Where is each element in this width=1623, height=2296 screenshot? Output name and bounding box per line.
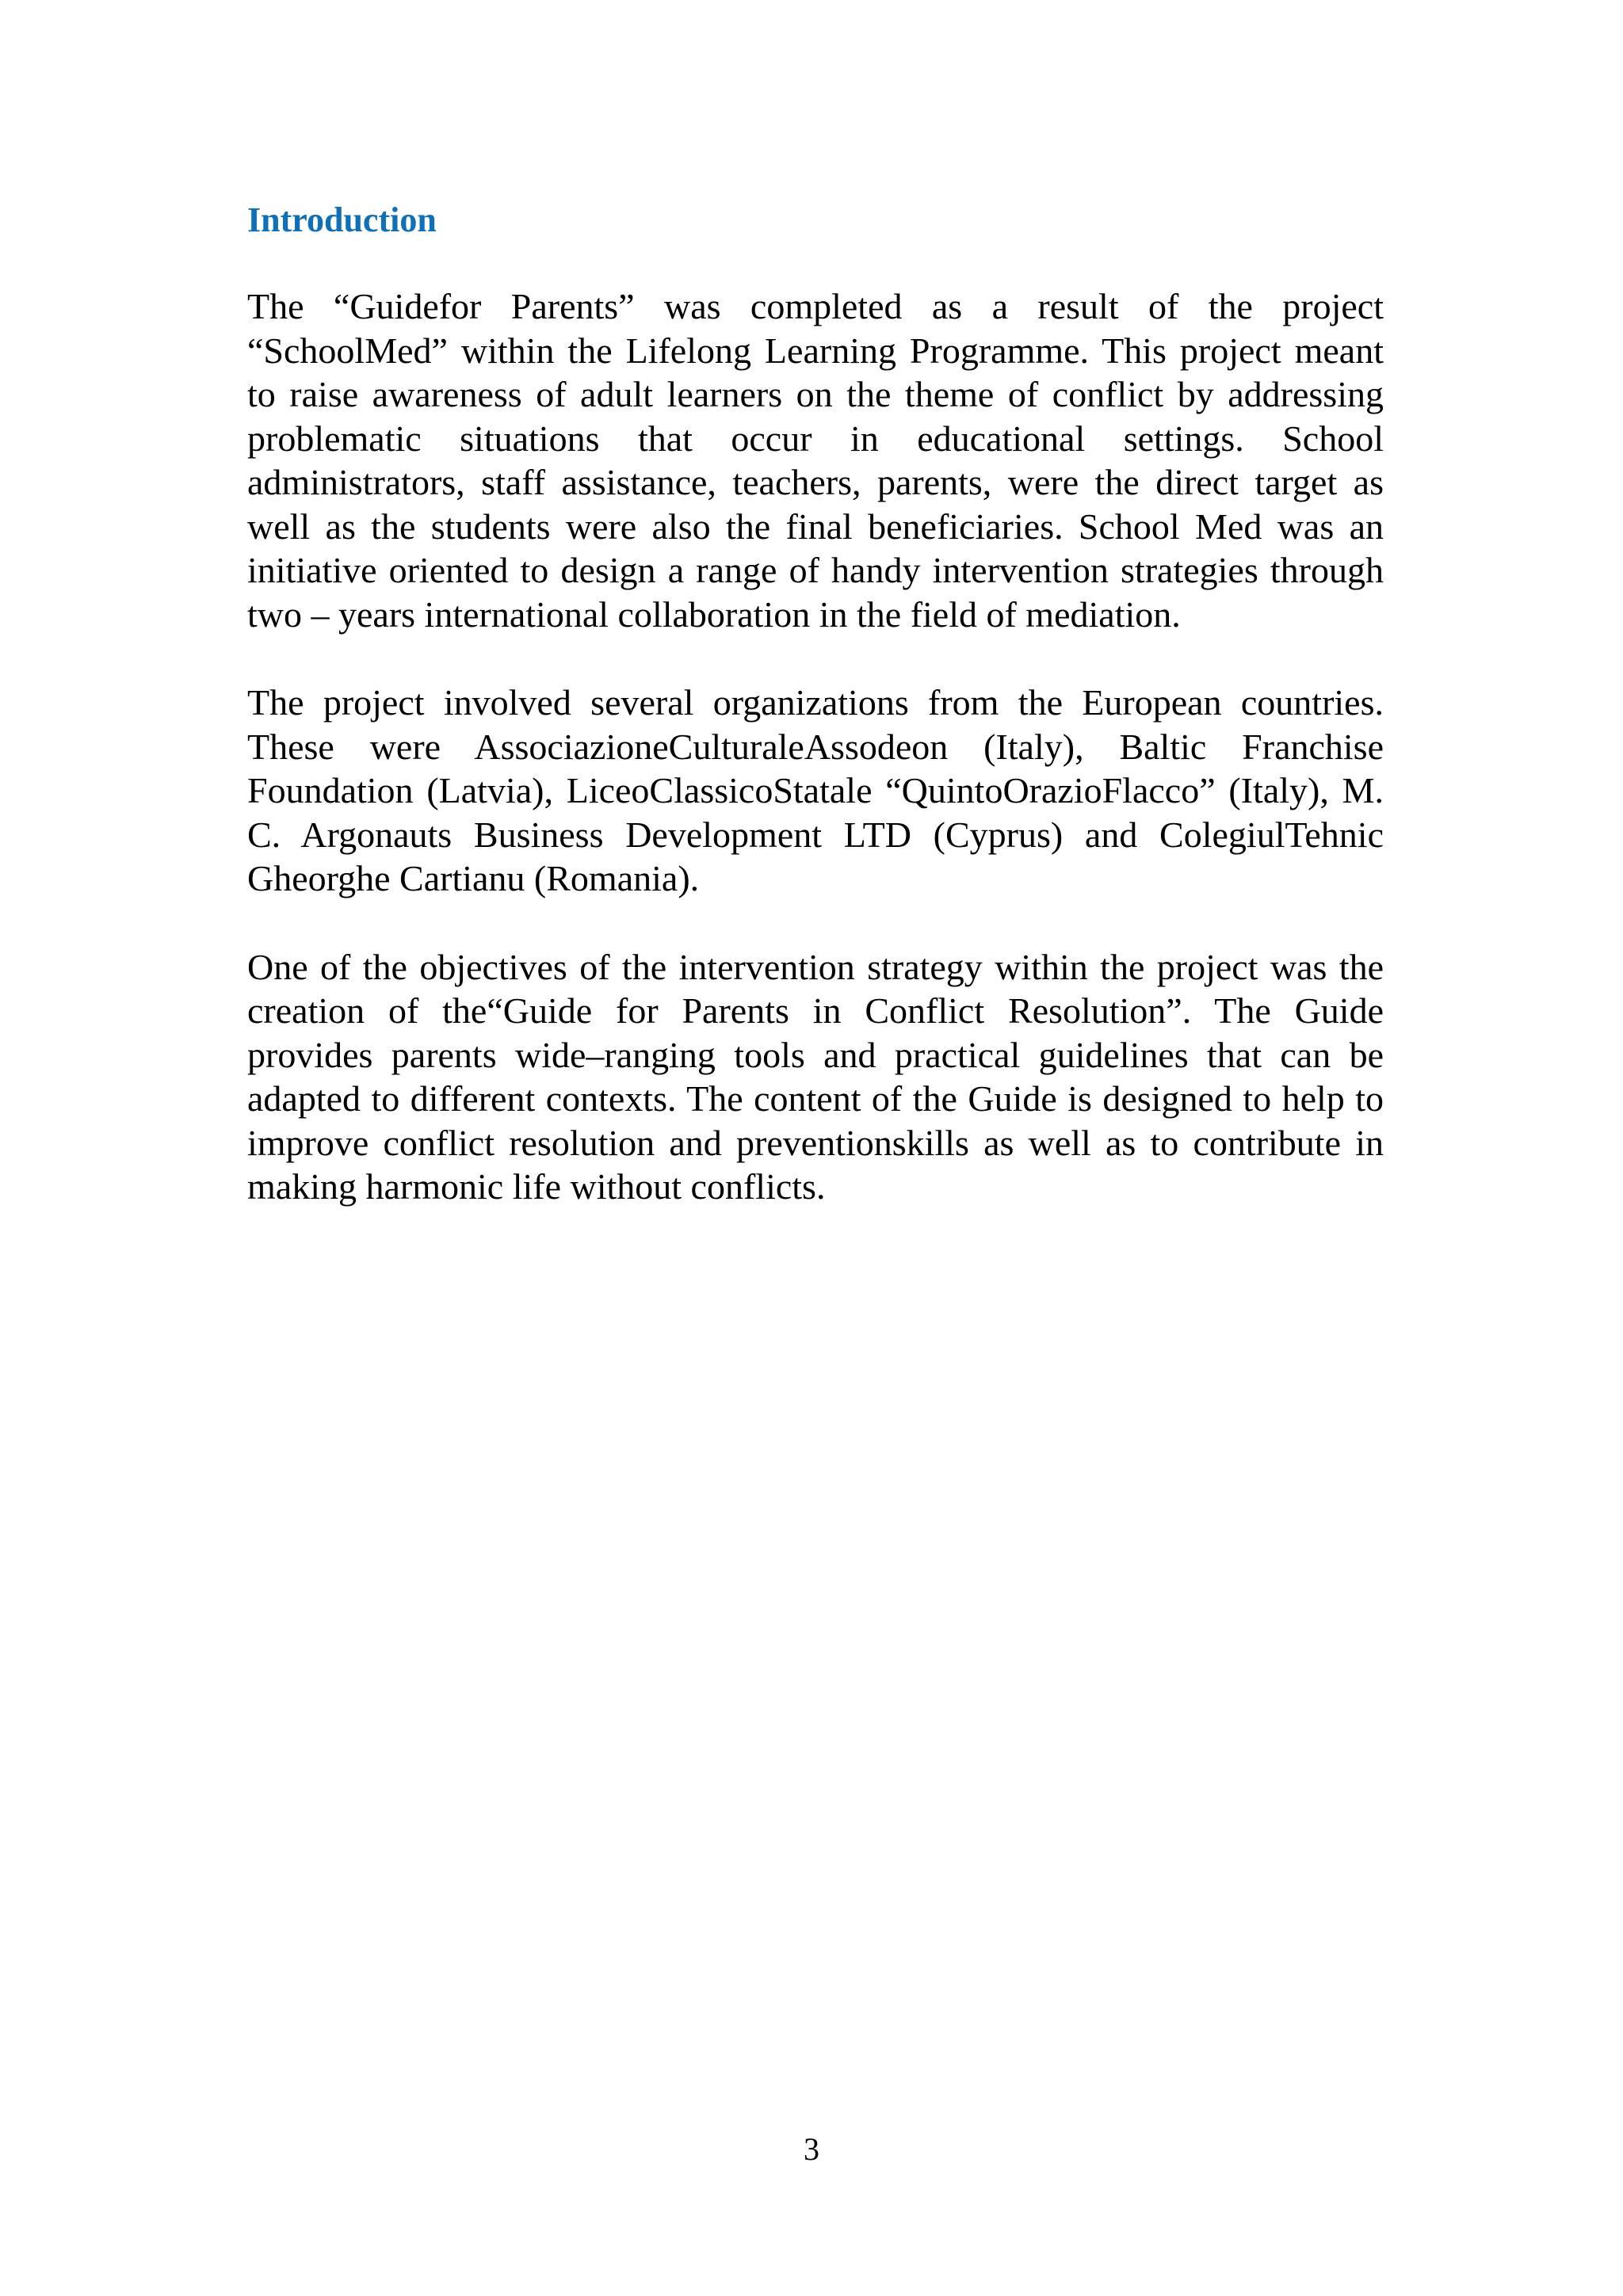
page-number: 3 (804, 2131, 819, 2167)
page-content (247, 196, 1384, 1209)
section-heading: Introduction (247, 200, 437, 239)
intro-paragraph-2: The project involved several organizations from the European countries. These were AssociazioneCulturaleAssodeon (Italy), Baltic Franchise Foundation (Latvia), LiceoClassicoStatale “QuintoOrazioFlacco” (Italy), M. C. Argonauts Business Development LTD (Cyprus) and ColegiulTehnic Gheorghe Cartianu (Romania). (247, 682, 1384, 898)
intro-paragraph-1: The “Guidefor Parents” was completed as a result of the project “SchoolMed” within the Lifelong Learning Programme. This project meant to raise awareness of adult learners on the theme of conflict by addressing problematic situations that occur in educational settings. School administrators, staff assistance, teachers, parents, were the direct target as well as the students were also the final beneficiaries. School Med was an initiative oriented to design a range of handy intervention strategies through two – years international collaboration in the field of mediation. (247, 286, 1384, 635)
intro-paragraph-3: One of the objectives of the intervention strategy within the project was the creation of the“Guide for Parents in Conflict Resolution”. The Guide provides parents wide–ranging tools and practical guidelines that can be adapted to different contexts. The content of the Guide is designed to help to improve conflict resolution and preventionskills as well as to contribute in making harmonic life without conflicts. (247, 946, 1384, 1207)
